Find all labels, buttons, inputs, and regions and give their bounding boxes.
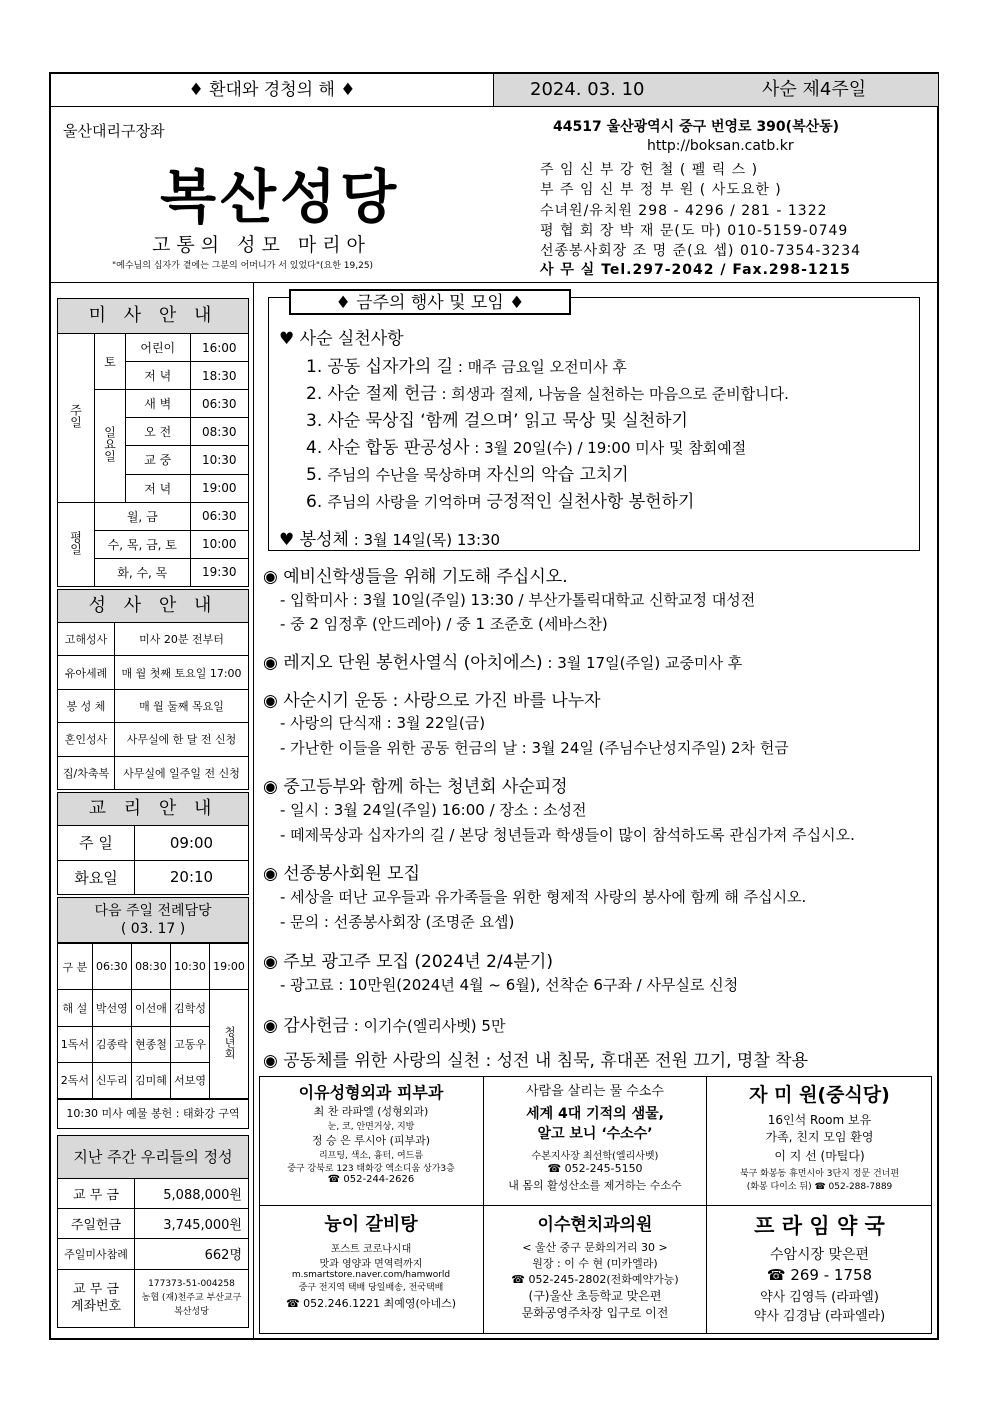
- patron-name: 고통의 성모 마리아: [152, 234, 371, 256]
- ad-chinese-restaurant: [707, 1076, 932, 1206]
- lent-num: 3.: [306, 411, 323, 431]
- ad-line: (구)울산 초등학교 맞은편: [528, 1289, 662, 1303]
- ad-line: 이 지 선 (마틸다): [774, 1149, 865, 1163]
- notice-title: ◉ 공동체를 위한 사랑의 실천 : 성전 내 침묵, 휴대폰 전원 끄기, 명찰 착용: [263, 1051, 809, 1071]
- lent-num: 1.: [306, 357, 323, 377]
- mass-time: 16:00: [190, 334, 248, 362]
- weekday-time: 06:30: [190, 502, 248, 530]
- weekday-time: 10:00: [190, 530, 248, 558]
- liturgy-date: ( 03. 17 ): [120, 921, 186, 937]
- ad-pharmacy: [707, 1206, 932, 1334]
- notice-line: - 중 2 임정후 (안드레아) / 중 1 조준호 (세바스찬): [280, 615, 608, 633]
- liturgy-role: 1독서: [58, 1026, 93, 1062]
- notice-title: ◉ 주보 광고주 모집 (2024년 2/4분기): [263, 952, 553, 972]
- notice-title-row: [263, 1011, 505, 1036]
- lent-num: 4.: [306, 438, 323, 458]
- liturgy-role: 2독서: [58, 1062, 93, 1098]
- staff-council: 평 협 회 장 박 재 문(도 마) 010-5159-0749: [540, 223, 849, 239]
- notice-line: - 떼제묵상과 십자가의 길 / 본당 청년들과 학생들이 많이 참석하도록 관심가져 주십시오.: [280, 826, 855, 844]
- ad-line: 문화공영주차장 입구로 이전: [521, 1306, 669, 1320]
- sacrament-label: 봉 성 체: [58, 689, 115, 722]
- offering-value: 3,745,000원: [135, 1209, 249, 1239]
- doctrine-title: 교 리 안 내: [57, 792, 249, 826]
- ad-line: 최 찬 라파엘 (성형외과): [313, 1105, 429, 1118]
- liturgy-cell: 이선애: [131, 990, 170, 1026]
- ad-title: 이수현치과의원: [537, 1215, 653, 1235]
- mass-label: 새 벽: [126, 390, 191, 418]
- lent-item: [306, 460, 629, 485]
- sacrament-value: 사무실에 한 달 전 신청: [115, 723, 249, 756]
- liturgy-cell: 고동우: [170, 1026, 209, 1062]
- liturgy-cell: 김종락: [92, 1026, 131, 1062]
- liturgy-cell: 김학성: [170, 990, 209, 1026]
- year-theme: ♦ 환대와 경청의 해 ♦: [188, 80, 356, 100]
- account-holder: 복산성당: [174, 1307, 209, 1318]
- saturday-label: 토: [95, 334, 126, 390]
- mass-label: 저 녁: [126, 362, 191, 390]
- lent-main: 사순 합동 판공성사: [327, 438, 470, 458]
- liturgical-week: 사순 제4주일: [762, 79, 867, 100]
- notice-line: - 광고료 : 10만원(2024년 4월 ~ 6월), 선착순 6구좌 / 사무실로 신청: [280, 976, 739, 994]
- liturgy-cell: 서보영: [170, 1062, 209, 1098]
- lent-main: 공동 십자가의 길: [327, 357, 454, 377]
- liturgy-header: 19:00: [210, 944, 249, 990]
- ad-line: 세계 4대 기적의 샘물,: [526, 1106, 664, 1122]
- ad-line: 중구 강북로 123 태화강 엑소디움 상가3층: [287, 1164, 455, 1174]
- ad-line: < 울산 중구 문화의거리 30 >: [522, 1241, 668, 1254]
- church-name: 복산성당: [160, 163, 401, 231]
- notice-line: - 사랑의 단식재 : 3월 22일(금): [280, 714, 486, 732]
- notice-title: ◉ 사순시기 운동 : 사랑으로 가진 바를 나누자: [263, 691, 601, 711]
- weekday-days: 수, 목, 금, 토: [95, 530, 191, 558]
- account-info: [135, 1269, 249, 1327]
- ad-phone: ☎ 052-245-5150: [547, 1162, 643, 1175]
- ad-line: 원장 : 이 수 현 (미카엘라): [532, 1257, 658, 1270]
- ad-phone: ☎ 052.246.1221 최예영(아네스): [285, 1297, 456, 1310]
- mass-title: 미 사 안 내: [57, 298, 249, 334]
- sunday-sub-label: 일요일: [95, 390, 126, 502]
- liturgy-header: 08:30: [131, 944, 170, 990]
- offering-label: 교 무 금: [58, 1179, 135, 1209]
- lent-main: 주님의 사랑을 기억하며: [327, 493, 487, 511]
- communion-detail: : 3월 14일(목) 13:30: [348, 531, 501, 549]
- notice-line: - 문의 : 선종봉사회장 (조명준 요셉): [280, 913, 515, 931]
- ad-title: 사람을 살리는 물 수소수: [526, 1084, 664, 1099]
- liturgy-note: 10:30 미사 예물 봉헌 : 태화강 구역: [57, 1099, 249, 1129]
- mass-table: [57, 333, 249, 587]
- date-box: [493, 74, 938, 106]
- notice-title: ◉ 예비신학생들을 위해 기도해 주십시오.: [263, 567, 568, 587]
- doctrine-day: 화요일: [58, 860, 135, 895]
- liturgy-title-text: 다음 주일 전례담당: [94, 903, 212, 919]
- offering-label: 주일미사참례: [58, 1239, 135, 1269]
- lent-main: 주님의 수난을 묵상하며: [327, 466, 487, 484]
- notice-line: - 일시 : 3월 24일(주일) 16:00 / 장소 : 소성전: [280, 801, 587, 819]
- sacrament-label: 유아세례: [58, 656, 115, 689]
- notice-title: ◉ 중고등부와 함께 하는 청년회 사순피정: [263, 777, 568, 797]
- lent-num: 2.: [306, 384, 323, 404]
- lent-item: [306, 433, 746, 458]
- scripture-quote: "예수님의 십자가 곁에는 그분의 어머니가 서 있었다"(요한 19,25): [112, 261, 374, 271]
- lent-main: 사순 묵상집 ‘함께 걸으며’ 읽고 묵상 및 실천하기: [327, 411, 688, 431]
- lent-item: [306, 352, 627, 377]
- liturgy-title: [57, 897, 249, 943]
- account-bank: 농협 (재)천주교 부산교구: [141, 1293, 242, 1304]
- sacrament-value: 사무실에 일주일 전 신청: [115, 756, 249, 789]
- lent-num: 6.: [306, 492, 323, 512]
- mass-time: 18:30: [190, 362, 248, 390]
- offering-value: 5,088,000원: [135, 1179, 249, 1209]
- mass-time: 06:30: [190, 390, 248, 418]
- mass-time: 10:30: [190, 446, 248, 474]
- staff-assistant: 부 주 임 신 부 정 부 원 ( 사도요한 ): [540, 182, 782, 198]
- communion-heading: ♥ 봉성체: [279, 530, 349, 550]
- ad-line: 내 몸의 활성산소를 제거하는 수소수: [508, 1179, 682, 1192]
- ad-line: 포스트 코로나시대: [330, 1244, 412, 1255]
- diocese-label: 울산대리구장좌: [63, 122, 165, 140]
- communion-line: [279, 525, 500, 550]
- mass-label: 저 녁: [126, 474, 191, 502]
- sacraments-title: 성 사 안 내: [57, 589, 249, 623]
- ad-phone: (화봉 다이소 뒤) ☎ 052-288-7889: [746, 1182, 893, 1192]
- ad-phone: ☎ 052-244-2626: [327, 1174, 415, 1185]
- doctrine-time: 20:10: [135, 860, 249, 895]
- ad-line: 북구 화봉동 휴먼시아 3단지 정문 건너편: [739, 1169, 900, 1179]
- liturgy-cell: 박선영: [92, 990, 131, 1026]
- liturgy-header: 구 분: [58, 944, 93, 990]
- liturgy-cell: 김미혜: [131, 1062, 170, 1098]
- ad-galbitang: [259, 1206, 484, 1334]
- liturgy-cell: 현종철: [131, 1026, 170, 1062]
- ad-line: 정 승 은 루시아 (피부과): [311, 1134, 431, 1147]
- liturgy-cell: 신두리: [92, 1062, 131, 1098]
- mass-label: 어린이: [126, 334, 191, 362]
- ad-url[interactable]: m.smartstore.naver.com/hamworld: [291, 1270, 451, 1280]
- sunday-label: 주일: [58, 334, 95, 503]
- ad-line: 가족, 친지 모임 환영: [765, 1130, 874, 1144]
- header-divider: [51, 282, 937, 283]
- ad-line: 눈, 코, 안면거상, 지방: [327, 1122, 415, 1132]
- ad-title: 이유성형외과 피부과: [298, 1083, 444, 1102]
- ad-title: 늉이 갈비탕: [324, 1214, 418, 1235]
- lent-item: [306, 379, 789, 404]
- bulletin-date: 2024. 03. 10: [530, 79, 645, 100]
- lent-rest: 자신의 악습 고치기: [486, 465, 629, 485]
- offering-value: 662명: [135, 1239, 249, 1269]
- notice-detail: : 3월 17일(주일) 교중미사 후: [542, 654, 743, 672]
- weekday-days: 화, 수, 목: [95, 558, 191, 586]
- notice-line: - 입학미사 : 3월 10일(주일) 13:30 / 부산가톨릭대학교 신학교정 대성전: [280, 591, 756, 609]
- weekday-time: 19:30: [190, 558, 248, 586]
- notice-title: ◉ 감사헌금: [263, 1016, 349, 1036]
- staff-funeral: 선종봉사회장 조 명 준(요 셉) 010-7354-3234: [540, 243, 862, 259]
- sacrament-value: 매 월 첫째 토요일 17:00: [115, 656, 249, 689]
- staff-convent: 수녀원/유치원 298 - 4296 / 281 - 1322: [540, 203, 828, 219]
- parish-url[interactable]: http://boksan.catb.kr: [647, 138, 794, 154]
- ad-phone: ☎ 052-245-2802(전화예약가능): [511, 1273, 679, 1286]
- ad-line: 리프팅, 색소, 흉터, 여드름: [318, 1151, 424, 1161]
- notice-line: - 가난한 이들을 위한 공동 헌금의 날 : 3월 24일 (주님수난성지주일) 2차 헌금: [280, 739, 789, 757]
- ad-phone: ☎ 269 - 1758: [766, 1266, 873, 1284]
- ad-title: 자 미 원(중식당): [749, 1084, 890, 1106]
- sacrament-value: 미사 20분 전부터: [115, 623, 249, 656]
- lent-item: [306, 487, 694, 512]
- doctrine-time: 09:00: [135, 826, 249, 861]
- sacraments-table: [57, 622, 249, 790]
- column-divider: [253, 283, 254, 1338]
- lent-rest: : 희생과 절제, 나눔을 실천하는 마음으로 준비합니다.: [436, 385, 789, 403]
- liturgy-table: [57, 943, 249, 1099]
- sacrament-label: 집/차축복: [58, 756, 115, 789]
- ad-dental-clinic: [484, 1206, 707, 1334]
- offering-table: [57, 1178, 249, 1328]
- liturgy-header: 10:30: [170, 944, 209, 990]
- weekday-days: 월, 금: [95, 502, 191, 530]
- ad-line: 약사 김경남 (라파엘라): [753, 1309, 886, 1324]
- lent-rest: : 3월 20일(수) / 19:00 미사 및 참회예절: [469, 439, 747, 457]
- sacrament-label: 고해성사: [58, 623, 115, 656]
- notice-detail: : 이기수(엘리사벳) 5만: [348, 1017, 506, 1035]
- lent-rest: : 매주 금요일 오전미사 후: [453, 358, 627, 376]
- ad-line: 중구 전지역 택배 당일배송, 전국택배: [298, 1283, 444, 1293]
- liturgy-role: 해 설: [58, 990, 93, 1026]
- weekday-label: 평일: [58, 502, 95, 586]
- ad-hydrogen-water: [484, 1076, 707, 1206]
- notice-title-row: [263, 648, 742, 673]
- liturgy-header: 06:30: [92, 944, 131, 990]
- ad-plastic-surgery: [259, 1076, 484, 1206]
- account-label: 교 무 금 계좌번호: [58, 1269, 135, 1327]
- ad-line: 알고 보니 ‘수소수’: [537, 1126, 653, 1142]
- events-title: ♦ 금주의 행사 및 모임 ♦: [289, 289, 571, 315]
- offering-label: 주일헌금: [58, 1209, 135, 1239]
- ad-line: 수암시장 맞은편: [769, 1247, 870, 1263]
- mass-label: 교 중: [126, 446, 191, 474]
- lent-num: 5.: [306, 465, 323, 485]
- notice-title: ◉ 선종봉사회원 모집: [263, 864, 421, 884]
- staff-pastor: 주 임 신 부 강 헌 철 ( 펠 릭 스 ): [540, 162, 759, 178]
- lent-rest: 긍정적인 실천사항 봉헌하기: [486, 492, 695, 512]
- sacrament-label: 혼인성사: [58, 723, 115, 756]
- ad-line: 수본지사장 최선학(엘리사벳): [531, 1151, 659, 1162]
- sacrament-value: 매 월 둘째 목요일: [115, 689, 249, 722]
- ad-line: 약사 김영득 (라파엘): [760, 1290, 879, 1305]
- parish-address: 44517 울산광역시 중구 번영로 390(복산동): [553, 119, 840, 135]
- lent-item: [306, 406, 688, 431]
- lent-main: 사순 절제 헌금: [327, 384, 437, 404]
- mass-label: 오 전: [126, 418, 191, 446]
- youth-group: 청년회: [210, 990, 249, 1099]
- lent-heading: ♥ 사순 실천사항: [279, 329, 404, 349]
- ad-title: 프 라 임 약 국: [754, 1214, 885, 1238]
- mass-time: 19:00: [190, 474, 248, 502]
- doctrine-day: 주 일: [58, 826, 135, 861]
- doctrine-table: [57, 825, 249, 895]
- account-number: 177373-51-004258: [148, 1279, 235, 1290]
- offering-title: 지난 주간 우리들의 정성: [57, 1135, 249, 1179]
- ad-line: 맛과 영양과 면역력까지: [319, 1259, 423, 1270]
- notice-title: ◉ 레지오 단원 봉헌사열식 (아치에스): [263, 653, 543, 673]
- staff-office: 사 무 실 Tel.297-2042 / Fax.298-1215: [540, 262, 851, 278]
- mass-time: 08:30: [190, 418, 248, 446]
- header-bar: [51, 74, 937, 107]
- notice-line: - 세상을 떠난 교우들과 유가족들을 위한 형제적 사랑의 봉사에 함께 해 주십시오.: [280, 888, 807, 906]
- ad-line: 16인석 Room 보유: [767, 1113, 872, 1127]
